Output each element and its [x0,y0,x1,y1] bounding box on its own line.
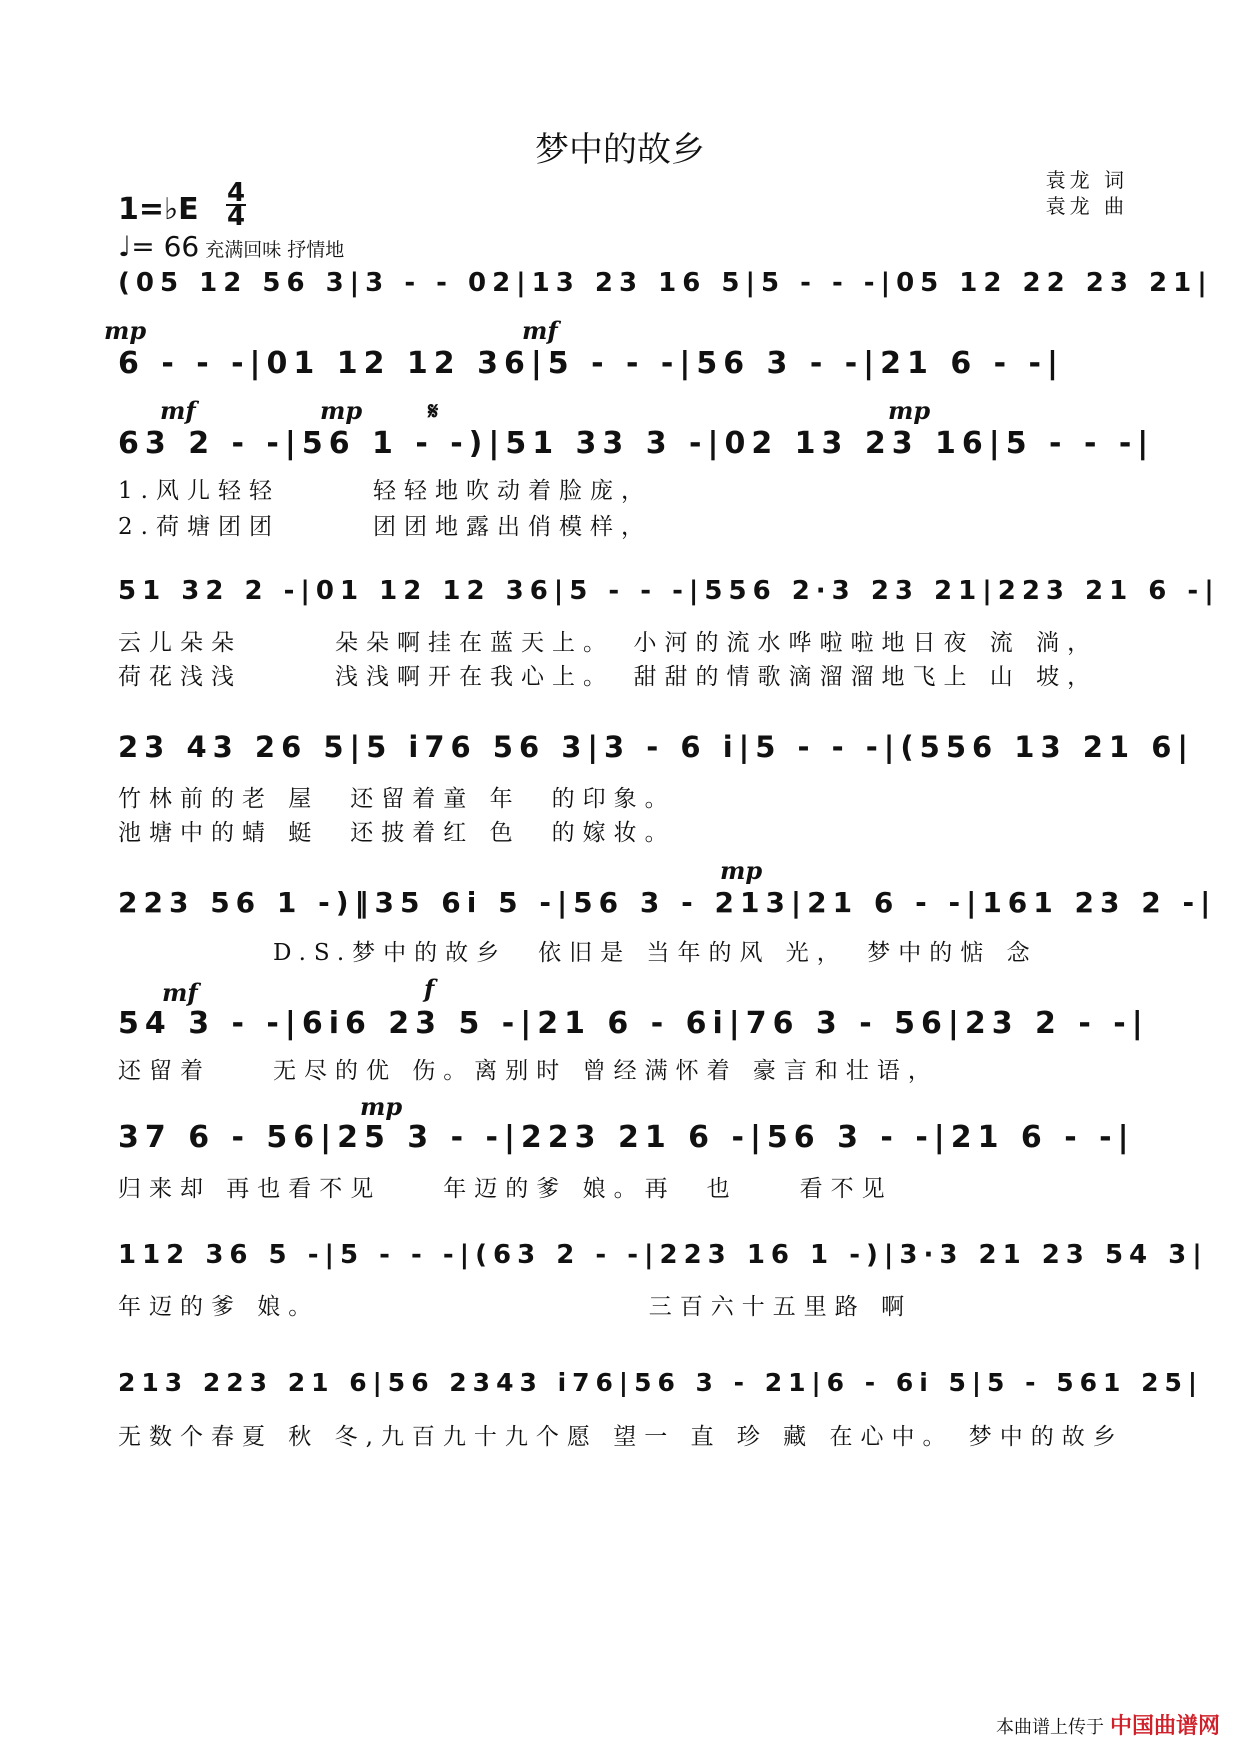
dynamic-mark: mp [320,396,363,425]
lyric-line: 归来却 再也看不见 年迈的爹 娘。再 也 看不见 [118,1176,893,1202]
dynamic-mark: mp [720,856,763,885]
expression-mark: 充满回味 抒情地 [205,239,345,261]
dynamic-mark: mf [522,316,558,345]
notation-row: 23 43 26 5|5 i76 56 3|3 - 6 i|5 - - -|(556 13 21 6| [118,730,1194,764]
lyric-line: 荷花浅浅 浅浅啊开在我心上。 甜甜的情歌滴溜溜地飞上 山 坡， [118,664,1099,690]
lyric-line: 年迈的爹 娘。 三百六十五里路 啊 [118,1294,913,1320]
dynamic-mark: mf [160,396,196,425]
lyric-line: 2.荷塘团团 团团地露出俏模样， [118,514,652,540]
lyric-line: 1.风儿轻轻 轻轻地吹动着脸庞， [118,478,652,504]
segno-icon: 𝄋 [428,396,439,425]
dynamic-mark: mp [888,396,931,425]
notation-row: 223 56 1 -)‖35 6i 5 -|56 3 - 213|21 6 - -|161 23 2 -| [118,886,1217,919]
lyric-line: D.S.梦中的故乡 依旧是 当年的风 光， 梦中的惦 念 [118,940,1038,966]
notation-row: 213 223 21 6|56 2343 i76|56 3 - 21|6 - 6i 5|5 - 561 25| [118,1368,1204,1397]
notation-row: 6 - - -|01 12 12 36|5 - - -|56 3 - -|21 6 - -| [118,346,1064,381]
tempo-mark [118,230,344,263]
site-logo[interactable]: 中国曲谱网 [1109,1714,1220,1739]
lyric-line: 竹林前的老 屋 还留着童 年 的印象。 [118,786,676,812]
song-title: 梦中的故乡 [535,130,705,170]
notation-row: 51 32 2 -|01 12 12 36|5 - - -|556 2·3 23 21|223 21 6 -| [118,576,1220,606]
notation-row: 63 2 - -|56 1 - -)|51 33 3 -|02 13 23 16|5 - - -| [118,426,1155,461]
footer [996,1709,1220,1740]
lyric-line: 云儿朵朵 朵朵啊挂在蓝天上。 小河的流水哗啦啦地日夜 流 淌， [118,630,1099,656]
tempo-value: ♩= 66 [118,230,200,263]
dynamic-mark: mp [104,316,147,345]
dynamic-mark: mf [162,978,198,1007]
notation-row: 37 6 - 56|25 3 - -|223 21 6 -|56 3 - -|21 6 - -| [118,1120,1135,1155]
time-bottom: 4 [226,202,246,232]
lyric-line: 无数个春夏 秋 冬,九百九十九个愿 望一 直 珍 藏 在心中。 梦中的故乡 [118,1424,1124,1450]
dynamic-mark: mp [360,1092,403,1121]
notation-row: 112 36 5 -|5 - - -|(63 2 - -|223 16 1 -)|3·3 21 23 54 3| [118,1240,1208,1270]
time-top: 4 [226,178,246,208]
lyricist: 袁龙 词 [1045,168,1128,192]
composer: 袁龙 曲 [1045,194,1128,218]
notation-row: 54 3 - -|6i6 23 5 -|21 6 - 6i|76 3 - 56|23 2 - -| [118,1006,1149,1041]
notation-row: (05 12 56 3|3 - - 02|13 23 16 5|5 - - -|05 12 22 23 21| [118,268,1213,298]
lyric-line: 池塘中的蜻 蜓 还披着红 色 的嫁妆。 [118,820,676,846]
key-signature: 1=♭E [118,192,199,227]
lyric-line: 还留着 无尽的优 伤。离别时 曾经满怀着 豪言和壮语， [118,1058,939,1084]
footer-text: 本曲谱上传于 [995,1717,1104,1738]
dynamic-mark: f [424,974,435,1003]
time-signature [226,178,246,232]
